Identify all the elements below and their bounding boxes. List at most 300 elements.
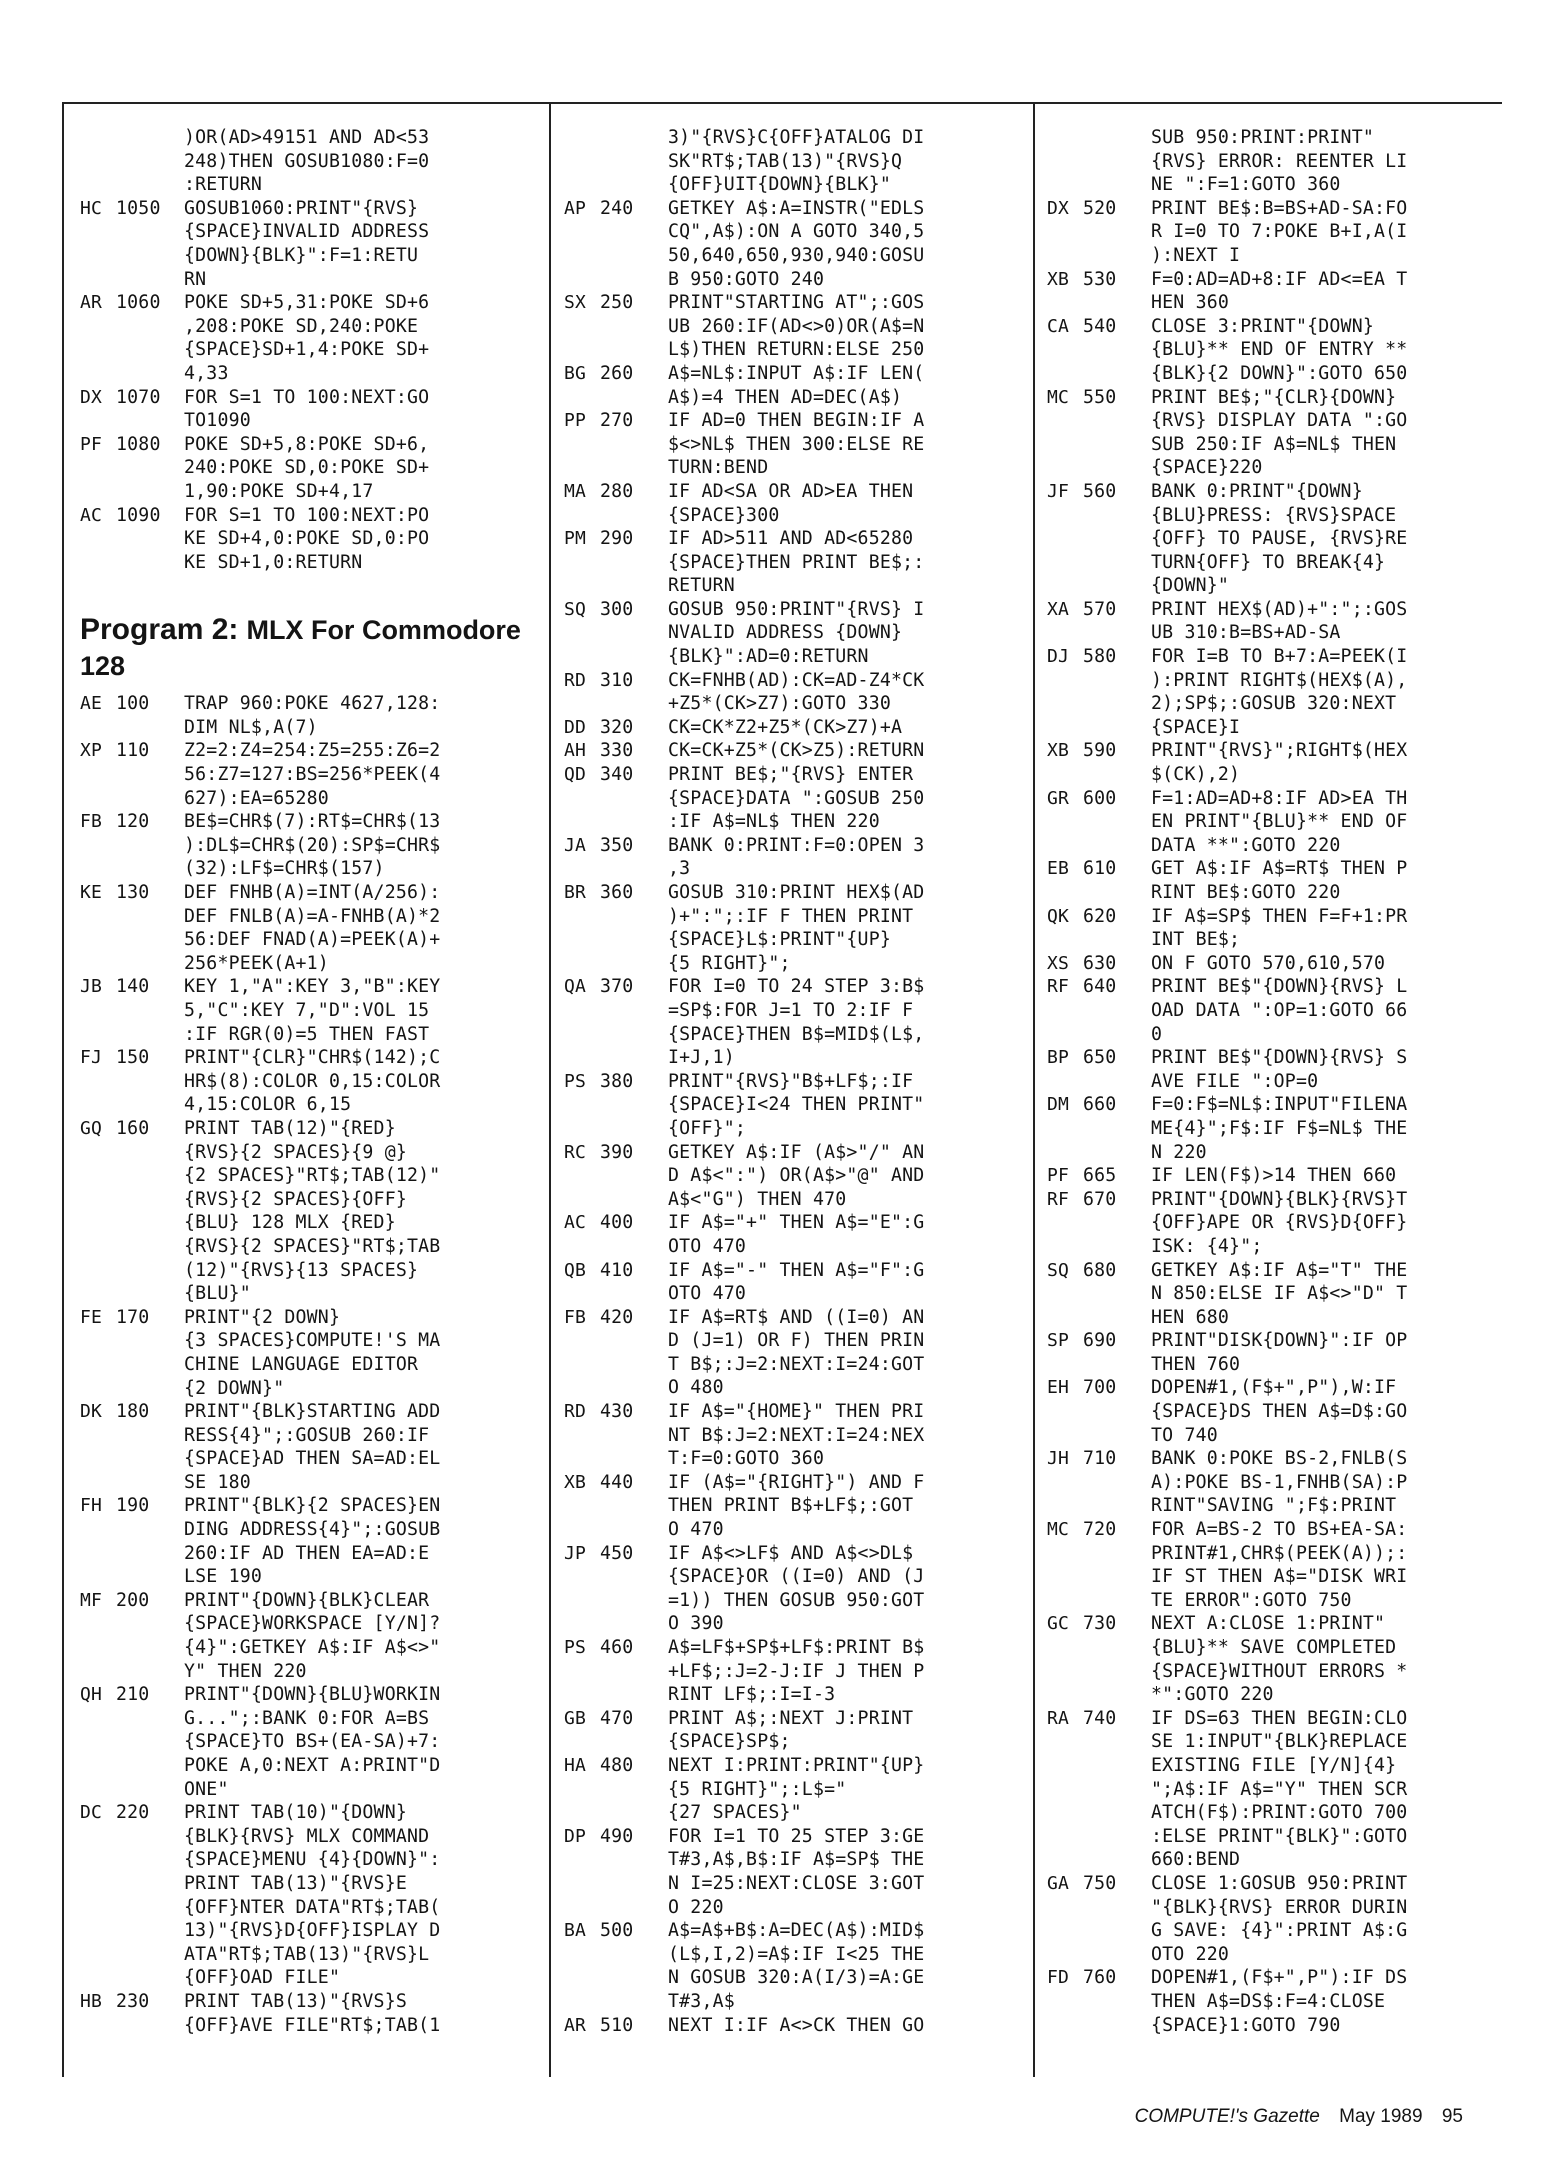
code-line xyxy=(564,1400,1020,1471)
code-line xyxy=(564,1919,1020,2013)
code-line xyxy=(564,291,1020,362)
line-number: 620 xyxy=(1083,905,1117,927)
basic-code: CLOSE 1:GOSUB 950:PRINT "{BLK}{RVS} ERROR DURIN G SAVE: {4}":PRINT A$:G OTO 220 xyxy=(1151,1872,1408,1965)
column-rule xyxy=(62,104,64,2077)
listing-column-2 xyxy=(564,126,1020,2086)
line-number: 100 xyxy=(116,693,150,715)
code-line xyxy=(80,1400,536,1494)
line-number: 665 xyxy=(1083,1165,1117,1187)
line-number: 610 xyxy=(1083,858,1117,880)
checksum: FH xyxy=(80,1495,103,1517)
checksum: SQ xyxy=(1047,1259,1070,1281)
checksum: XA xyxy=(1047,598,1070,620)
line-number: 160 xyxy=(116,1117,150,1139)
checksum: XP xyxy=(80,740,103,762)
code-line xyxy=(80,1683,536,1801)
checksum: RC xyxy=(564,1141,587,1163)
line-number: 180 xyxy=(116,1401,150,1423)
basic-code: GOSUB1060:PRINT"{RVS} {SPACE}INVALID ADDRESS {DOWN}{BLK}":F=1:RETU RN xyxy=(184,197,430,290)
checksum: JH xyxy=(1047,1448,1070,1470)
basic-code: PRINT"{BLK}{2 SPACES}EN DING ADDRESS{4}";:GOSUB 260:IF AD THEN EA=AD:E LSE 190 xyxy=(184,1495,441,1588)
basic-code: NEXT A:CLOSE 1:PRINT" {BLU}** SAVE COMPLETED {SPACE}WITHOUT ERRORS * *":GOTO 220 xyxy=(1151,1613,1408,1706)
code-line xyxy=(1047,1164,1503,1188)
checksum: GB xyxy=(564,1707,587,1729)
code-line xyxy=(564,362,1020,409)
basic-code: CK=CK*Z2+Z5*(CK>Z7)+A xyxy=(668,716,903,738)
line-number: 530 xyxy=(1083,268,1117,290)
checksum: JF xyxy=(1047,480,1070,502)
basic-code: POKE SD+5,31:POKE SD+6 ,208:POKE SD,240:POKE {SPACE}SD+1,4:POKE SD+ 4,33 xyxy=(184,292,430,384)
checksum: QK xyxy=(1047,905,1070,927)
basic-code: IF A$=RT$ AND ((I=0) AN D (J=1) OR F) THEN PRIN T B$;:J=2:NEXT:I=24:GOT O 480 xyxy=(668,1306,925,1399)
checksum: GQ xyxy=(80,1117,103,1139)
checksum: PP xyxy=(564,410,587,432)
line-number: 760 xyxy=(1083,1967,1117,1989)
line-number: 740 xyxy=(1083,1707,1117,1729)
code-line xyxy=(1047,1046,1503,1093)
line-number: 630 xyxy=(1083,952,1117,974)
code-line xyxy=(80,291,536,385)
line-number: 390 xyxy=(600,1141,634,1163)
basic-code: IF AD=0 THEN BEGIN:IF A $<>NL$ THEN 300:ELSE RE TURN:BEND xyxy=(668,410,925,479)
code-line xyxy=(1047,480,1503,598)
code-line xyxy=(564,1471,1020,1542)
checksum: DM xyxy=(1047,1094,1070,1116)
line-number: 690 xyxy=(1083,1330,1117,1352)
listing-frame xyxy=(62,102,1502,2075)
basic-code: F=0:AD=AD+8:IF AD<=EA T HEN 360 xyxy=(1151,268,1408,314)
code-line xyxy=(1047,645,1503,739)
line-number: 450 xyxy=(600,1542,634,1564)
line-number: 730 xyxy=(1083,1613,1117,1635)
basic-code: PRINT"{DOWN}{BLK}{RVS}T {OFF}APE OR {RVS}D{OFF} ISK: {4}"; xyxy=(1151,1188,1408,1257)
checksum: DD xyxy=(564,716,587,738)
program-heading xyxy=(80,612,536,684)
basic-code: DOPEN#1,(F$+",P"):IF DS THEN A$=DS$:F=4:CLOSE {SPACE}1:GOTO 790 xyxy=(1151,1967,1408,2036)
code-line xyxy=(564,763,1020,834)
code-line xyxy=(564,716,1020,740)
line-number: 270 xyxy=(600,410,634,432)
line-number: 120 xyxy=(116,811,150,833)
code-line xyxy=(1047,1259,1503,1330)
line-number: 650 xyxy=(1083,1047,1117,1069)
basic-code: A$=A$+B$:A=DEC(A$):MID$ (L$,I,2)=A$:IF I<25 THE N GOSUB 320:A(I/3)=A:GE T#3,A$ xyxy=(668,1920,925,2012)
checksum: BP xyxy=(1047,1047,1070,1069)
checksum: SQ xyxy=(564,598,587,620)
basic-code: PRINT BE$"{DOWN}{RVS} S AVE FILE ":OP=0 xyxy=(1151,1047,1408,1092)
code-line xyxy=(1047,1376,1503,1447)
code-line xyxy=(1047,315,1503,386)
column-rule xyxy=(1033,104,1035,2077)
line-number: 570 xyxy=(1083,598,1117,620)
code-line xyxy=(80,1117,536,1306)
checksum: CA xyxy=(1047,315,1070,337)
page-number: 95 xyxy=(1441,2106,1463,2127)
checksum: HA xyxy=(564,1754,587,1776)
checksum: GA xyxy=(1047,1872,1070,1894)
code-line xyxy=(80,975,536,1046)
checksum: JP xyxy=(564,1542,587,1564)
code-line xyxy=(1047,598,1503,645)
code-line xyxy=(564,527,1020,598)
basic-code: IF A$<>LF$ AND A$<>DL$ {SPACE}OR ((I=0) AND (J =1)) THEN GOSUB 950:GOT O 390 xyxy=(668,1542,925,1635)
line-number: 680 xyxy=(1083,1259,1117,1281)
checksum: HB xyxy=(80,1990,103,2012)
checksum: QH xyxy=(80,1684,103,1706)
checksum: EH xyxy=(1047,1377,1070,1399)
code-line xyxy=(564,1306,1020,1400)
code-line xyxy=(1047,1872,1503,1966)
line-number: 700 xyxy=(1083,1377,1117,1399)
code-line xyxy=(1047,1329,1503,1376)
code-line xyxy=(1047,1707,1503,1872)
line-number: 280 xyxy=(600,480,634,502)
code-line xyxy=(1047,857,1503,904)
code-line xyxy=(80,433,536,504)
basic-code: )OR(AD>49151 AND AD<53 248)THEN GOSUB1080:F=0 :RETURN xyxy=(184,127,430,196)
basic-code: IF AD<SA OR AD>EA THEN {SPACE}300 xyxy=(668,480,914,526)
line-number: 500 xyxy=(600,1920,634,1942)
code-line xyxy=(564,1754,1020,1825)
heading-title: MLX For Commodore 128 xyxy=(80,615,521,682)
basic-code: CK=CK+Z5*(CK>Z5):RETURN xyxy=(668,740,925,762)
code-line xyxy=(564,598,1020,669)
line-number: 170 xyxy=(116,1306,150,1328)
basic-code: F=1:AD=AD+8:IF AD>EA TH EN PRINT"{BLU}** END OF DATA **":GOTO 220 xyxy=(1151,787,1408,856)
basic-code: FOR S=1 TO 100:NEXT:GO TO1090 xyxy=(184,386,430,432)
code-line xyxy=(1047,787,1503,858)
checksum: FD xyxy=(1047,1967,1070,1989)
checksum: QD xyxy=(564,764,587,786)
program-1-tail xyxy=(80,126,536,574)
checksum: XS xyxy=(1047,952,1070,974)
code-line xyxy=(564,2014,1020,2038)
basic-code: NEXT I:IF A<>CK THEN GO xyxy=(668,2014,925,2036)
checksum: KE xyxy=(80,882,103,904)
checksum: AR xyxy=(564,2014,587,2036)
code-line xyxy=(80,692,536,739)
line-number: 360 xyxy=(600,882,634,903)
line-number: 430 xyxy=(600,1401,634,1423)
code-line xyxy=(564,409,1020,480)
checksum: GC xyxy=(1047,1613,1070,1635)
checksum: AC xyxy=(80,504,103,526)
basic-code: KEY 1,"A":KEY 3,"B":KEY 5,"C":KEY 7,"D":VOL 15 :IF RGR(0)=5 THEN FAST xyxy=(184,976,441,1045)
code-line xyxy=(564,1259,1020,1306)
line-number: 220 xyxy=(116,1802,150,1824)
code-line xyxy=(1047,197,1503,268)
basic-code: GOSUB 310:PRINT HEX$(AD )+":";:IF F THEN PRINT {SPACE}L$:PRINT"{UP} {5 RIGHT}"; xyxy=(668,882,925,974)
checksum: XB xyxy=(564,1471,587,1493)
issue-date: May 1989 xyxy=(1339,2106,1423,2127)
code-line xyxy=(80,1990,536,2037)
line-number: 590 xyxy=(1083,740,1117,762)
code-line xyxy=(564,1070,1020,1141)
line-number: 320 xyxy=(600,716,634,738)
checksum: PF xyxy=(1047,1165,1070,1187)
basic-code: BANK 0:POKE BS-2,FNLB(S A):POKE BS-1,FNHB(SA):P RINT"SAVING ";F$:PRINT xyxy=(1151,1448,1408,1517)
checksum: RF xyxy=(1047,1188,1070,1210)
code-line xyxy=(1047,905,1503,952)
checksum: FE xyxy=(80,1306,103,1328)
basic-code: NEXT I:PRINT:PRINT"{UP} {5 RIGHT}";:L$=" {27 SPACES}" xyxy=(668,1754,925,1824)
line-number: 480 xyxy=(600,1754,634,1776)
line-number: 420 xyxy=(600,1306,634,1328)
code-line xyxy=(564,1542,1020,1636)
basic-code: ON F GOTO 570,610,570 xyxy=(1151,952,1386,974)
line-number: 640 xyxy=(1083,976,1117,998)
checksum: DK xyxy=(80,1401,103,1423)
checksum: PM xyxy=(564,528,587,550)
code-line xyxy=(80,504,536,575)
code-line xyxy=(80,881,536,975)
checksum: QA xyxy=(564,976,587,998)
code-line xyxy=(564,1707,1020,1754)
line-number: 660 xyxy=(1083,1094,1117,1116)
basic-code: 3)"{RVS}C{OFF}ATALOG DI SK"RT$;TAB(13)"{RVS}Q {OFF}UIT{DOWN}{BLK}" xyxy=(668,127,925,196)
listing-column-1 xyxy=(80,126,536,2086)
basic-code: GET A$:IF A$=RT$ THEN P RINT BE$:GOTO 220 xyxy=(1151,858,1408,903)
basic-code: GETKEY A$:A=INSTR("EDLS CQ",A$):ON A GOTO 340,5 50,640,650,930,940:GOSU B 950:GOTO 240 xyxy=(668,197,925,290)
line-number: 260 xyxy=(600,362,634,384)
code-line xyxy=(1047,1188,1503,1259)
line-number: 230 xyxy=(116,1990,150,2012)
basic-code: GOSUB 950:PRINT"{RVS} I NVALID ADDRESS {DOWN} {BLK}":AD=0:RETURN xyxy=(668,598,925,668)
checksum: BG xyxy=(564,362,587,384)
code-line xyxy=(80,386,536,433)
basic-code: PRINT HEX$(AD)+":";:GOS UB 310:B=BS+AD-SA xyxy=(1151,598,1408,644)
line-number: 600 xyxy=(1083,787,1117,809)
basic-code: PRINT"DISK{DOWN}":IF OP THEN 760 xyxy=(1151,1330,1408,1375)
page-footer xyxy=(1121,2106,1463,2128)
basic-code: CK=FNHB(AD):CK=AD-Z4*CK +Z5*(CK>Z7):GOTO 330 xyxy=(668,669,925,715)
basic-code: IF AD>511 AND AD<65280 {SPACE}THEN PRINT BE$;: RETURN xyxy=(668,528,925,597)
line-number: 410 xyxy=(600,1259,634,1281)
basic-code: PRINT"{DOWN}{BLU}WORKIN G...";:BANK 0:FOR A=BS {SPACE}TO BS+(EA-SA)+7: POKE A,0:NEXT A:PRINT"D ONE" xyxy=(184,1684,441,1800)
basic-code: BANK 0:PRINT:F=0:OPEN 3 ,3 xyxy=(668,834,925,880)
basic-code: CLOSE 3:PRINT"{DOWN} {BLU}** END OF ENTRY ** {BLK}{2 DOWN}":GOTO 650 xyxy=(1151,315,1408,384)
line-number: 560 xyxy=(1083,480,1117,502)
basic-code: IF DS=63 THEN BEGIN:CLO SE 1:INPUT"{BLK}REPLACE EXISTING FILE [Y/N]{4} ";A$:IF A$="Y" THEN SCR ATCH(F$):PRINT:GOTO 700 :ELSE PRINT"{BLK}":GOTO 660:BEND xyxy=(1151,1707,1408,1871)
line-number: 720 xyxy=(1083,1519,1117,1541)
line-number: 400 xyxy=(600,1212,634,1234)
line-number: 540 xyxy=(1083,315,1117,337)
code-line xyxy=(1047,268,1503,315)
basic-code: BE$=CHR$(7):RT$=CHR$(13 ):DL$=CHR$(20):SP$=CHR$ (32):LF$=CHR$(157) xyxy=(184,811,441,880)
basic-code: PRINT"{CLR}"CHR$(142);C HR$(8):COLOR 0,15:COLOR 4,15:COLOR 6,15 xyxy=(184,1047,441,1116)
checksum: AE xyxy=(80,693,103,715)
line-number: 150 xyxy=(116,1047,150,1069)
checksum: RA xyxy=(1047,1707,1070,1729)
code-line xyxy=(1047,975,1503,1046)
checksum: AH xyxy=(564,740,587,762)
basic-code: DOPEN#1,(F$+",P"),W:IF {SPACE}DS THEN A$=D$:GO TO 740 xyxy=(1151,1377,1408,1446)
checksum: XB xyxy=(1047,740,1070,762)
line-number: 380 xyxy=(600,1070,634,1092)
checksum: DX xyxy=(80,386,103,408)
checksum: JB xyxy=(80,976,103,998)
line-number: 550 xyxy=(1083,386,1117,408)
checksum: HC xyxy=(80,197,103,219)
code-line xyxy=(564,739,1020,763)
line-number: 310 xyxy=(600,669,634,691)
code-line xyxy=(564,197,1020,291)
line-number: 140 xyxy=(116,976,150,998)
line-number: 490 xyxy=(600,1825,634,1847)
checksum: PS xyxy=(564,1070,587,1092)
checksum: DJ xyxy=(1047,646,1070,668)
basic-code: IF A$=SP$ THEN F=F+1:PR INT BE$; xyxy=(1151,905,1408,951)
code-line xyxy=(1047,386,1503,480)
checksum: QB xyxy=(564,1259,587,1281)
code-line xyxy=(80,1306,536,1400)
code-line xyxy=(564,669,1020,716)
heading-lead: Program 2: xyxy=(80,613,239,647)
code-line xyxy=(80,810,536,881)
checksum: AC xyxy=(564,1212,587,1234)
checksum: JA xyxy=(564,834,587,856)
line-number: 250 xyxy=(600,292,634,314)
basic-code: PRINT BE$;"{RVS} ENTER {SPACE}DATA ":GOSUB 250 :IF A$=NL$ THEN 220 xyxy=(668,764,925,833)
basic-code: F=0:F$=NL$:INPUT"FILENA ME{4}";F$:IF F$=NL$ THE N 220 xyxy=(1151,1094,1408,1163)
line-number: 510 xyxy=(600,2014,634,2036)
code-line xyxy=(1047,1093,1503,1164)
line-number: 1060 xyxy=(116,292,161,314)
checksum: DX xyxy=(1047,197,1070,219)
checksum: SP xyxy=(1047,1330,1070,1352)
checksum: EB xyxy=(1047,858,1070,880)
code-line xyxy=(80,1494,536,1588)
line-number: 200 xyxy=(116,1589,150,1611)
code-line xyxy=(564,975,1020,1069)
basic-code: GETKEY A$:IF A$="T" THE N 850:ELSE IF A$<>"D" T HEN 680 xyxy=(1151,1259,1408,1328)
checksum: DC xyxy=(80,1802,103,1824)
line-number: 440 xyxy=(600,1471,634,1493)
checksum: MA xyxy=(564,480,587,502)
line-number: 130 xyxy=(116,882,150,904)
basic-code: IF LEN(F$)>14 THEN 660 xyxy=(1151,1165,1397,1187)
basic-code: IF A$="-" THEN A$="F":G OTO 470 xyxy=(668,1259,925,1305)
line-number: 670 xyxy=(1083,1188,1117,1210)
code-line xyxy=(564,834,1020,881)
code-line xyxy=(1047,1612,1503,1706)
line-number: 370 xyxy=(600,976,634,998)
checksum: BA xyxy=(564,1920,587,1942)
code-line xyxy=(1047,952,1503,976)
basic-code: FOR A=BS-2 TO BS+EA-SA: PRINT#1,CHR$(PEEK(A));: IF ST THEN A$="DISK WRI TE ERROR":GOTO 750 xyxy=(1151,1519,1408,1611)
basic-code: A$=LF$+SP$+LF$:PRINT B$ +LF$;:J=2-J:IF J THEN P RINT LF$;:I=I-3 xyxy=(668,1637,925,1706)
code-line xyxy=(1047,1447,1503,1518)
line-number: 330 xyxy=(600,740,634,762)
code-line xyxy=(80,1589,536,1683)
line-number: 750 xyxy=(1083,1872,1117,1894)
basic-code: PRINT"{DOWN}{BLK}CLEAR {SPACE}WORKSPACE [Y/N]? {4}":GETKEY A$:IF A$<>" Y" THEN 220 xyxy=(184,1589,441,1682)
checksum: MF xyxy=(80,1589,103,1611)
basic-code: FOR S=1 TO 100:NEXT:PO KE SD+4,0:POKE SD,0:PO KE SD+1,0:RETURN xyxy=(184,504,430,573)
code-line xyxy=(564,480,1020,527)
line-number: 460 xyxy=(600,1637,634,1658)
basic-code: IF A$="+" THEN A$="E":G OTO 470 xyxy=(668,1212,925,1257)
code-line xyxy=(564,1825,1020,1919)
line-number: 350 xyxy=(600,834,634,856)
code-line xyxy=(80,739,536,810)
line-number: 300 xyxy=(600,598,634,620)
checksum: RF xyxy=(1047,976,1070,998)
line-number: 1090 xyxy=(116,504,161,526)
code-line xyxy=(80,1046,536,1117)
checksum: BR xyxy=(564,882,587,903)
checksum: AP xyxy=(564,197,587,219)
checksum: MC xyxy=(1047,386,1070,408)
line-number: 340 xyxy=(600,764,634,786)
basic-code: PRINT BE$:B=BS+AD-SA:FO R I=0 TO 7:POKE B+I,A(I ):NEXT I xyxy=(1151,197,1408,266)
line-number: 290 xyxy=(600,528,634,550)
basic-code: PRINT BE$"{DOWN}{RVS} L OAD DATA ":OP=1:GOTO 66 0 xyxy=(1151,976,1408,1045)
basic-code: PRINT TAB(13)"{RVS}S {OFF}AVE FILE"RT$;TAB(1 xyxy=(184,1990,441,2036)
line-number: 110 xyxy=(116,740,150,762)
checksum: FJ xyxy=(80,1047,103,1069)
basic-code: IF A$="{HOME}" THEN PRI NT B$:J=2:NEXT:I=24:NEX T:F=0:GOTO 360 xyxy=(668,1401,925,1470)
line-number: 710 xyxy=(1083,1448,1117,1470)
column-rule xyxy=(549,104,551,2077)
basic-code: PRINT"{RVS}";RIGHT$(HEX $(CK),2) xyxy=(1151,740,1408,786)
checksum: PF xyxy=(80,433,103,455)
basic-code: PRINT A$;:NEXT J:PRINT {SPACE}SP$; xyxy=(668,1707,914,1753)
listing-column-3 xyxy=(1047,126,1503,2086)
line-number: 1080 xyxy=(116,433,161,455)
checksum: AR xyxy=(80,292,103,314)
magazine-name: COMPUTE!'s Gazette xyxy=(1134,2106,1320,2127)
line-number: 580 xyxy=(1083,646,1117,668)
checksum: FB xyxy=(564,1306,587,1328)
code-line xyxy=(1047,126,1503,197)
basic-code: TRAP 960:POKE 4627,128: DIM NL$,A(7) xyxy=(184,693,441,738)
code-line xyxy=(564,1211,1020,1258)
basic-code: PRINT"{2 DOWN} {3 SPACES}COMPUTE!'S MA CHINE LANGUAGE EDITOR {2 DOWN}" xyxy=(184,1306,441,1399)
code-line xyxy=(564,1141,1020,1212)
line-number: 240 xyxy=(600,197,634,219)
checksum: DP xyxy=(564,1825,587,1847)
checksum: XB xyxy=(1047,268,1070,290)
checksum: MC xyxy=(1047,1519,1070,1541)
code-line xyxy=(80,1801,536,1990)
basic-code: BANK 0:PRINT"{DOWN} {BLU}PRESS: {RVS}SPACE {OFF} TO PAUSE, {RVS}RE TURN{OFF} TO BREAK{4} {DOWN}" xyxy=(1151,480,1408,597)
basic-code: DEF FNHB(A)=INT(A/256): DEF FNLB(A)=A-FNHB(A)*2 56:DEF FNAD(A)=PEEK(A)+ 256*PEEK(A+1) xyxy=(184,882,441,974)
line-number: 190 xyxy=(116,1495,150,1517)
code-line xyxy=(564,1636,1020,1707)
checksum: PS xyxy=(564,1637,587,1658)
basic-code: GETKEY A$:IF (A$>"/" AN D A$<":") OR(A$>"@" AND A$<"G") THEN 470 xyxy=(668,1141,925,1210)
line-number: 470 xyxy=(600,1707,634,1729)
basic-code: FOR I=0 TO 24 STEP 3:B$ =SP$:FOR J=1 TO 2:IF F {SPACE}THEN B$=MID$(L$, I+J,1) xyxy=(668,976,925,1069)
code-line xyxy=(80,197,536,291)
basic-code: PRINT TAB(10)"{DOWN} {BLK}{RVS} MLX COMMAND {SPACE}MENU {4}{DOWN}": PRINT TAB(13)"{RVS}E {OFF}NTER DATA"RT$;TAB( 13)"{RVS}D{OFF}ISPLAY D ATA"RT$;TAB(13)"{RVS}L {OFF}OAD FILE" xyxy=(184,1802,441,1989)
checksum: RD xyxy=(564,669,587,691)
checksum: RD xyxy=(564,1401,587,1423)
basic-code: IF (A$="{RIGHT}") AND F THEN PRINT B$+LF$;:GOT O 470 xyxy=(668,1471,925,1541)
program-2-listing xyxy=(80,692,536,2037)
basic-code: FOR I=1 TO 25 STEP 3:GE T#3,A$,B$:IF A$=SP$ THE N I=25:NEXT:CLOSE 3:GOT O 220 xyxy=(668,1825,925,1918)
line-number: 210 xyxy=(116,1684,150,1706)
basic-code: SUB 950:PRINT:PRINT" {RVS} ERROR: REENTER LI NE ":F=1:GOTO 360 xyxy=(1151,127,1408,196)
basic-code: A$=NL$:INPUT A$:IF LEN( A$)=4 THEN AD=DEC(A$) xyxy=(668,362,925,408)
code-line xyxy=(1047,739,1503,786)
line-number: 1070 xyxy=(116,386,161,408)
basic-code: PRINT BE$;"{CLR}{DOWN} {RVS} DISPLAY DATA ":GO SUB 250:IF A$=NL$ THEN {SPACE}220 xyxy=(1151,386,1408,479)
code-line xyxy=(1047,1966,1503,2037)
code-line xyxy=(1047,1518,1503,1612)
code-line xyxy=(564,881,1020,975)
